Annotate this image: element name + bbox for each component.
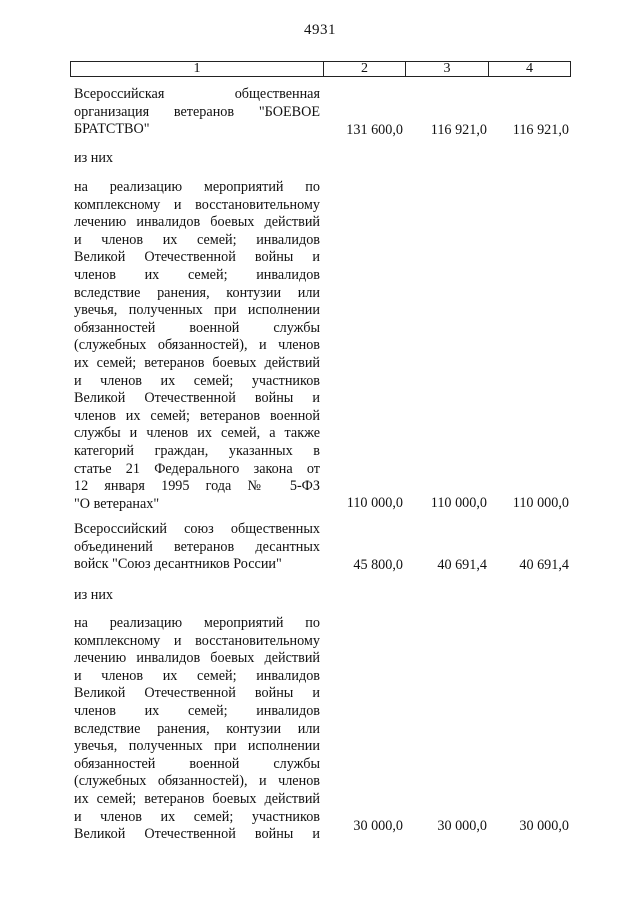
row-2-line: категорий граждан, указанных в <box>74 442 320 459</box>
row-0-col-4: 116 921,0 <box>512 122 569 138</box>
row-0-line: БРАТСТВО" <box>74 121 150 138</box>
row-5-description <box>74 615 320 844</box>
row-5-line: на реализацию мероприятий по <box>74 615 320 631</box>
row-5-line: комплексному и восстановительному <box>74 632 320 649</box>
row-3-line: Всероссийский союз общественных <box>74 521 320 537</box>
row-2-line: обязанностей военной службы <box>74 319 320 336</box>
row-3-line: войск "Союз десантников России" <box>74 556 282 573</box>
row-3-col-4: 40 691,4 <box>519 557 569 573</box>
row-2-line: членов их семей; инвалидов <box>74 266 320 283</box>
page-number: 4931 <box>304 22 336 38</box>
row-2-line: статье 21 Федерального закона от <box>74 460 320 477</box>
row-5-line: увечья, полученных при исполнении <box>74 738 320 755</box>
row-2-col-2: 110 000,0 <box>346 495 403 511</box>
row-2-line: 12 января 1995 года № 5-ФЗ <box>74 478 320 495</box>
row-0-line: Всероссийская общественная <box>74 86 320 102</box>
row-2-line: (служебных обязанностей), и членов <box>74 337 320 354</box>
row-5-line: (служебных обязанностей), и членов <box>74 773 320 790</box>
row-3-col-3: 40 691,4 <box>437 557 487 573</box>
row-5-line: их семей; ветеранов боевых действий <box>74 790 320 807</box>
row-3-col-2: 45 800,0 <box>353 557 403 573</box>
row-2-line: на реализацию мероприятий по <box>74 179 320 195</box>
row-5-line: обязанностей военной службы <box>74 755 320 772</box>
row-1-line: из них <box>74 150 114 166</box>
row-2-col-4: 110 000,0 <box>512 495 569 511</box>
row-5-line: членов их семей; инвалидов <box>74 702 320 719</box>
row-2-line: и членов их семей; инвалидов <box>74 231 320 248</box>
row-4-line: из них <box>74 587 114 603</box>
row-2-line: "О ветеранах" <box>74 495 160 512</box>
row-2-line: лечению инвалидов боевых действий <box>74 214 320 231</box>
header-col-1: 1 <box>193 61 201 76</box>
row-0-col-2: 131 600,0 <box>346 122 403 138</box>
row-5-line: и членов их семей; инвалидов <box>74 667 320 684</box>
row-5-col-4: 30 000,0 <box>519 818 569 834</box>
row-5-line: лечению инвалидов боевых действий <box>74 650 320 667</box>
row-2-line: и членов их семей; участников <box>74 372 320 389</box>
header-col-3: 3 <box>405 62 488 76</box>
row-2-line: комплексному и восстановительному <box>74 196 320 213</box>
row-0-line: организация ветеранов "БОЕВОЕ <box>74 103 320 120</box>
row-2-line: Великой Отечественной войны и <box>74 249 320 266</box>
row-5-col-2: 30 000,0 <box>353 818 403 834</box>
row-2-col-3: 110 000,0 <box>430 495 487 511</box>
header-col-2: 2 <box>323 62 405 76</box>
row-2-line: вследствие ранения, контузии или <box>74 284 320 301</box>
row-5-col-3: 30 000,0 <box>437 818 487 834</box>
row-2-line: их семей; ветеранов боевых действий <box>74 354 320 371</box>
row-5-line: Великой Отечественной войны и <box>74 685 320 702</box>
row-0-col-3: 116 921,0 <box>430 122 487 138</box>
table-header <box>70 61 571 77</box>
row-4-description <box>74 587 320 605</box>
row-2-description <box>74 179 320 513</box>
row-0-description <box>74 86 320 139</box>
row-5-line: Великой Отечественной войны и <box>74 826 320 843</box>
row-2-line: Великой Отечественной войны и <box>74 390 320 407</box>
row-5-line: вследствие ранения, контузии или <box>74 720 320 737</box>
row-2-line: членов их семей; ветеранов военной <box>74 407 320 424</box>
row-1-description <box>74 150 320 168</box>
row-2-line: службы и членов их семей, а также <box>74 425 320 442</box>
row-2-line: увечья, полученных при исполнении <box>74 302 320 319</box>
row-5-line: и членов их семей; участников <box>74 808 320 825</box>
row-3-description <box>74 521 320 574</box>
header-col-4: 4 <box>488 62 570 76</box>
row-3-line: объединений ветеранов десантных <box>74 538 320 555</box>
